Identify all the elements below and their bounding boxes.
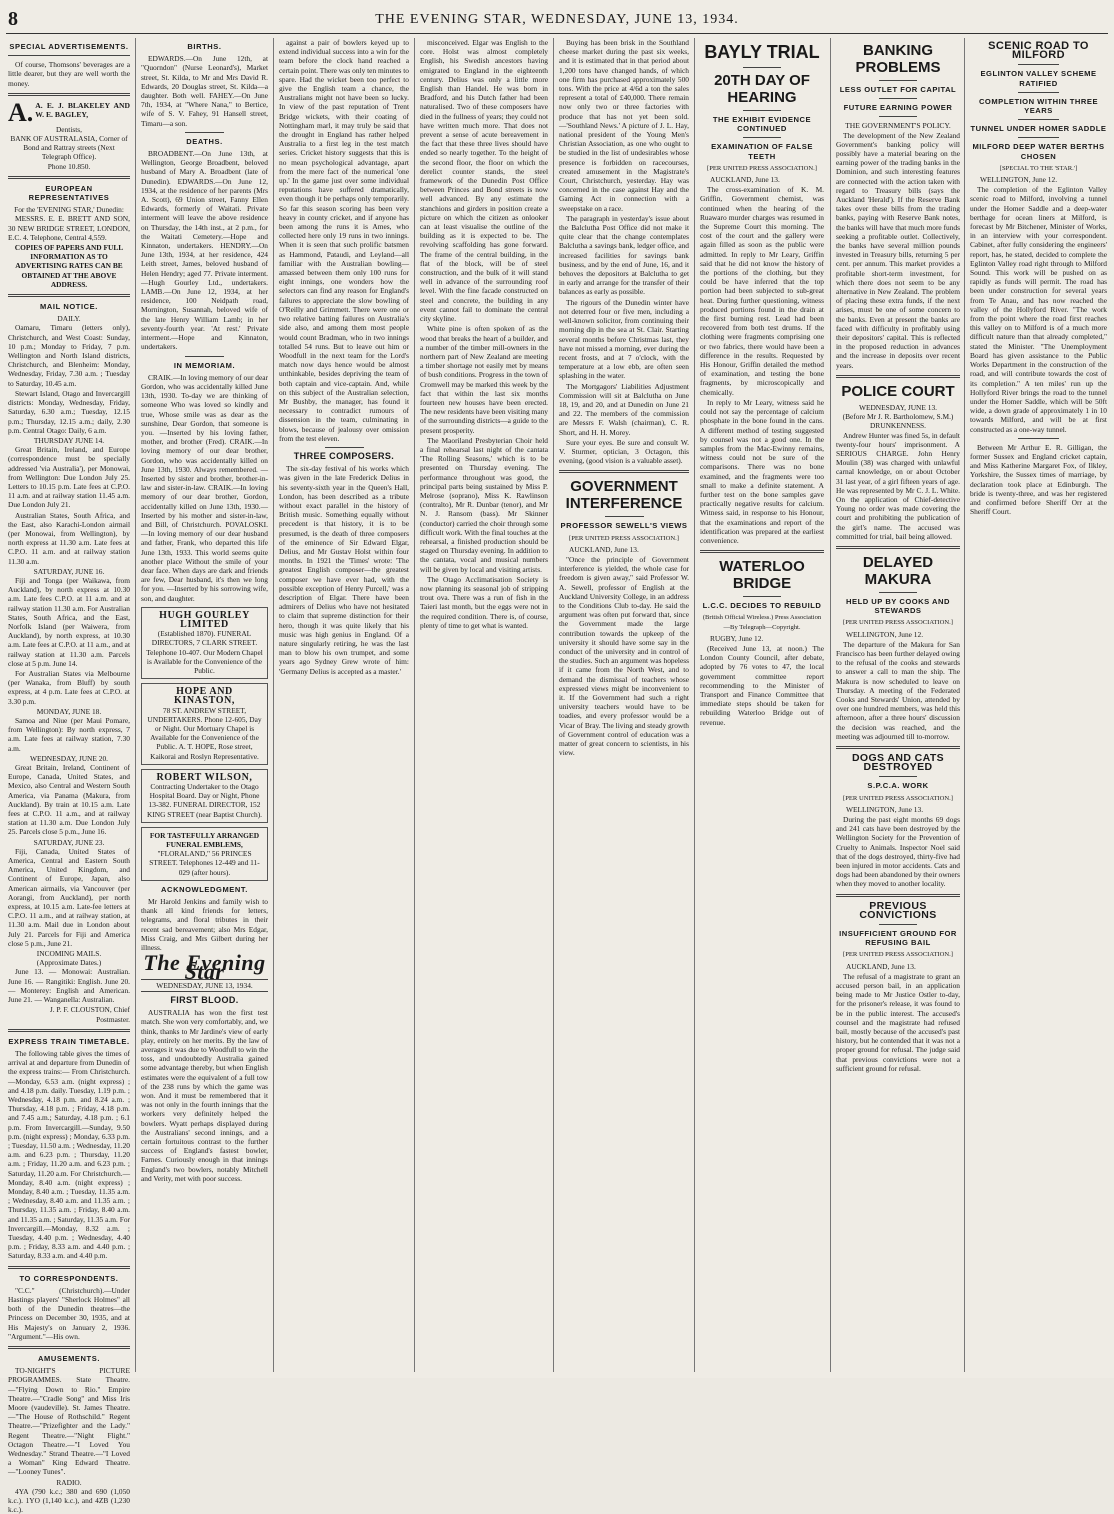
divider	[1018, 137, 1059, 138]
divider	[8, 176, 130, 179]
mail-heading: MAIL NOTICE.	[40, 302, 98, 312]
divider	[879, 98, 916, 99]
thursday-heading: THURSDAY JUNE 14.	[33, 435, 105, 445]
wilson-ad	[141, 769, 268, 823]
column-6	[700, 38, 824, 1374]
col5-body-5: Sure your eyes. Be sure and consult W. V. Sturmer, optician, 3 Octagon, this evening, (good vision is a valuable asset).	[559, 437, 689, 466]
scenic-heading: SCENIC ROAD TO MILFORD	[988, 40, 1089, 62]
gourley-name: HUGH GOURLEY LIMITED	[159, 609, 250, 630]
divider	[605, 516, 644, 517]
divider	[8, 1029, 130, 1032]
convictions-heading: PREVIOUS CONVICTIONS	[859, 899, 937, 921]
convictions-credit: [PER UNITED PRESS ASSOCIATION.]	[843, 951, 953, 959]
column-rule	[273, 38, 274, 1372]
divider	[836, 546, 960, 549]
wednesday-text: Great Britain, Ireland, Continent of Europe, Canada, United States, and Mexico, also Central and Western South America, via Panama (Makura, from Auckland). By train at 10.15 a.m. Late fees at C.P.O. 11 a.m., and at railway station at 11.30 a.m. Due London July 25. Parcels close 5 p.m., June 16.	[8, 763, 130, 837]
gourley-sub: (Established 1870). FUNERAL DIRECTORS, 7 CLARK STREET. Telephone 10-407. Our Modern Chapel is Available for the Convenience of the Public.	[146, 629, 263, 675]
dogs-text: During the past eight months 69 dogs and 241 cats have been destroyed by the Wellington Society for the Prevention of Cruelty to Animals. Inspector Noel said that of the dogs destroyed, thirty-five had been injured in motor accidents. Cats and dogs had been abandoned by their owners when they moved to another locality.	[836, 815, 960, 889]
divider	[879, 80, 916, 81]
wilson-name: ROBERT WILSON,	[156, 771, 253, 783]
firstblood-heading: FIRST BLOOD.	[170, 994, 239, 1005]
divider	[879, 116, 916, 117]
divider	[836, 375, 960, 378]
column-rule	[694, 38, 695, 1372]
column-8	[970, 38, 1107, 1374]
bayly-text: The cross-examination of K. M. Griffin, Government chemist, was continued when the hearing of the Ruawaro murder charges was resumed in the Supreme Court this morning. The cost of the court and the gallery were again filled as soon as the public were admitted. In reply to Mr Leary, Griffin said that he did not know the history of the portions of the clothing, but they could be have inferred that the top portion had been subjected to sub-great heat. During further questioning, witness produced portions found in the drain at the first burning rest. Lead had been recovered from both test drums. If the clothing were fragments comprising one or two fabrics, there would have been a difference in the results. Requested by His Honour, Griffin detailed the method of examination, and testing the bone fragments, by microscopically and chemically.	[700, 185, 824, 397]
dropcap: A.	[8, 97, 34, 127]
makura-heading: DELAYED MAKURA	[862, 553, 934, 588]
column-rule	[964, 38, 965, 1372]
dogs-credit: [PER UNITED PRESS ASSOCIATION.]	[843, 794, 953, 802]
column-7	[836, 38, 960, 1374]
waterloo-text: (Received June 13, at noon.) The London County Council, after debate, adopted by 76 votes to 47, the local government committee report recommending to the Minister of Transport and Finance Committee that immediate steps should be taken for rebuilding Waterloo Bridge out of revenue.	[700, 643, 824, 727]
logo-date: WEDNESDAY, JUNE 13, 1934.	[141, 979, 268, 992]
waterloo-heading: WATERLOO BRIDGE	[719, 558, 805, 593]
saturday23-heading: SATURDAY, JUNE 23.	[33, 837, 105, 847]
masthead	[6, 8, 1108, 34]
column-rule	[414, 38, 415, 1372]
memoriam-heading: IN MEMORIAM.	[173, 360, 236, 370]
divider	[743, 110, 780, 111]
col4-body-2: White pine is often spoken of as the wood that breaks the heart of a builder, and a number of the timber mill-owners in the northern part of New Zealand are meeting a timber shortage not easily met by means of bush conditions. Progress in the town of Cromwell may be marked this week by the fact that within the last six months fourteen new houses have been erected. The new residents have been visiting many of the surrounding districts—a guide to the present prosperity.	[420, 324, 548, 435]
hope-name: HOPE AND KINASTON,	[173, 686, 236, 707]
express-heading: EXPRESS TRAIN TIMETABLE.	[8, 1036, 130, 1046]
gourley-ad	[141, 607, 268, 679]
express-text: The following table gives the times of arrival at and departure from Dunedin of the express trains:— From Christchurch.—Monday, 6.53 a.m. (night express) ; and 4.18 p.m. daily. Tuesday, 1.19 p.m. ; Wednesday, 4.18 p.m. and 8.24 a.m. ; Thursday, 4.18 p.m. ; Friday, 4.18 p.m. and 7.45 a.m.; Saturday, 4.18 p.m. ; 6.1 p.m. From Invercargill.—Sunday, 9.50 p.m. (night express) ; Monday, 6.33 p.m. ; Tuesday, 11.50 a.m. ; Wednesday, 11.20 a.m. and 6.23 p.m. ; Thursday, 11.20 a.m. ; Friday, 11.20 a.m. and 6.23 p.m. ; Saturday, 11.20 a.m. For Christchurch.—Monday, 8.40 a.m. (night express) ; Monday, 8.40 a.m. ; Tuesday, 11.35 a.m. ; Wednesday, 8.40 a.m. and 11.35 a.m. ; Thursday, 11.35 a.m. ; Friday, 8.40 a.m. and 11.35 a.m. ; Saturday, 11.35 a.m. For Invercargill.—Monday, 8.32 a.m. ; Tuesday, 4.40 p.m. ; Wednesday, 4.40 p.m. ; Friday, 8.33 a.m. and 4.40 p.m. ; Saturday, 8.33 a.m. and 4.40 p.m.	[8, 1048, 130, 1261]
incoming-heading: INCOMING MAILS.	[36, 949, 102, 959]
convictions-text: The refusal of a magistrate to grant an accused person bail, in an application being made to Mr Justice Ostler to-day, for the prisoner's release, it was found to be in the public interest. The accused's counsel and the magistrate had refused bail, mostly because of the accused's past history, but he contended that it was not a proper ground for refusal. The judge said that previous convictions were not a sufficient ground for refusal.	[836, 971, 960, 1073]
divider	[836, 894, 960, 897]
divider	[1018, 64, 1059, 65]
divider	[185, 356, 223, 357]
saturday-text: Fiji and Tonga (per Waikawa, from Auckland), by north express at 10.30 a.m. Late fees C.P.O. at 11 a.m. and at railway station 11.30 a.m. For Australian States, South Africa, and the East, Norfolk Island (per Waiwera, from Auckland), by north express, at 10.30 a.m. Late fees at C.P.O. at 11 a.m., and at railway station at 11.30 a.m. Parcels close at 5 p.m. June 14.	[8, 575, 130, 668]
dentists-ad	[8, 97, 130, 171]
bayly-dateline: AUCKLAND, June 13.	[710, 175, 780, 185]
banking-text: The development of the New Zealand Government's banking policy will possibly have a material bearing on the earning power of the trading banks in the Dominion, and such interesting features are connected with the action taken with regard to Treasury bills (says the Auckland 'Herald'). If the Reserve Bank takes over these bills from the trading banks, paying with Reserve Bank notes, the banks will have that much more funds seeking a profitable outlet. Collectively, the banks have several million pounds invested in Treasury bills, returning 5 per cent. per annum. This market provides a profitable short-term investment, for which there does not seem to be any alternative in New Zealand. The problem of placing these extra funds, if the next arises, must be one of some concern to the banks. Even at present the banks are faced with difficulty in profitably using their depositors' capital. This is reflected in the proposed reduction in advances and the increase in deposits over recent years.	[836, 130, 960, 370]
column-4	[420, 38, 548, 1374]
col5-body-2: The paragraph in yesterday's issue about the Balclutha Post Office did not make it quite clear that the change contemplates Balclutha a savings bank, ledger office, and increased facilities for savings bank business, and by the end of June, 16, and it behoves the depositors at Balclutha to get in early and arrange for the transfer of their balances as early as possible.	[559, 213, 689, 297]
masthead-title: THE EVENING STAR, WEDNESDAY, JUNE 13, 1934.	[375, 12, 739, 27]
convictions-sub: INSUFFICIENT GROUND FOR REFUSING BAIL	[839, 929, 957, 948]
col4-body-3: The Maoriland Presbyterian Choir held a final rehearsal last night of the cantata 'The Rolling Seasons,' which is to be presented on Thursday evening. The performance throughout was good, the principal parts being sustained by Miss P. Melrose (soprano), Miss K. Rawlinson (contralto), Mr R. Dunbar (tenor), and Mr N. J. Ransom (bass). Mr Skinner (conductor) carried the choir through some difficult work. With the final touches at the rehearsal, a finished production should be staged on Thursday evening. In addition to the cantata, vocal and musical numbers will be given by local and visiting artists.	[420, 435, 548, 574]
divider	[836, 746, 960, 749]
usa-text: For Australian States via Melbourne (per Wanaka, from Bluff) by south express, at 4 p.m. Late fees at C.P.O. at 3.30 p.m.	[8, 668, 130, 706]
amusements-heading: AMUSEMENTS.	[37, 1354, 101, 1363]
deaths-text: BROADBENT.—On June 13th, at Wellington, George Broadbent, beloved husband of Mary A. Broadbent (late of Dunedin). EDWARDS.—On June 12, 1934, at the residence of her parents (Mrs A. Scott), 69 Union street, Fanny Ellen Edwards, formerly of Waitati. Private interment will leave the above residence on Thursday, the 14th inst., at 2 p.m., for the Waitati Cemetery.—Hope and Kinnaton, undertakers. HENDRY.—On June 13th, 1934, at her residence, 424 Leith street, James, beloved husband of Helen Hendry; aged 77. Private interment.—Hugh Gourley Ltd., undertakers. LAMB.—On June 12, 1934, at her residence, 100 Neidpath road, Mornington, Susannah, beloved wife of the late Henry William Lamb; in her seventy-fourth year. 'At rest.' Private interment.—Hope and Kinnaton, undertakers.	[141, 149, 268, 352]
divider	[1018, 119, 1059, 120]
page-number: 8	[8, 8, 18, 30]
convictions-dateline: AUCKLAND, June 13.	[846, 961, 916, 971]
police-magistrate: (Before Mr J. R. Bartholomew, S.M.)	[842, 412, 954, 422]
floral-ad	[141, 827, 268, 881]
wilson-sub: Contracting Undertaker to the Otago Hospital Board. Day or Night, Phone 13-382. FUNERAL DIRECTOR, 152 KING STREET (near Baptist Church).	[146, 782, 262, 819]
dentists-role: Dentists,	[55, 124, 83, 134]
gilligan-text: Between Mr Arthur E. R. Gilligan, the former Sussex and England cricket captain, and Miss Katherine Margaret Fox, of Ilkley, Yorkshire, the Sussex times of marriage, by declaration took place at Edinburgh. The bride is twenty-three, and was her registered and confirmed before Sheriff Orr at the Sheriff Court.	[970, 442, 1107, 517]
waterloo-sub: L.C.C. DECIDES TO REBUILD	[702, 601, 822, 611]
divider	[879, 924, 916, 925]
scenic-dateline: WELLINGTON, June 12.	[980, 175, 1058, 185]
police-date: WEDNESDAY, JUNE 13.	[858, 402, 937, 412]
floral-name: FOR TASTEFULLY ARRANGED FUNERAL EMBLEMS,	[149, 830, 260, 850]
col4-body: misconceived. Elgar was English to the core. Holst was almost completely English, his Swedish ancestors having emigrated to England in the eighteenth century. Delius was only a little more English than Handel. He was born in Bradford, and his Dutch father had been naturalised. Two of these composers have died in the fullness of years; they could not have written much more. That does not prevent a sense of acute bereavement in the fact that these three lives should have ended so nearly together. To the height of the second floor, the floor on which the derelict counter stands, the steel framework of the Dunedin Post Office between Princes and Bond streets is now well advanced. By any estimate the stanchions and girders in position create a picture on which the citizen as onlooker can at least visualise the outline of the building as it is expected to be. The revolving scaffolding has gone forward. The frame of the central building, in the flat of the block, will be of steel construction, and the bulk of it will stand well in advance of the surrounding roof level. With the fine facade constructed on steel and concrete, the building in any event cannot fail to dominate the central city skyline.	[420, 38, 548, 324]
saturday23-text: Fiji, Canada, United States of America, Central and Eastern South America, United Kingdom, and Continent of Europe, Japan, also American airmails, via Vancouver (per Aorangi, from Auckland), per north express, at 10.15 a.m. Late-fee letters at C.P.O. 11 a.m., and at railway station, at 11.30 a.m. Mail due in London about July 21. Parcels for Fiji and America close 5 p.m., June 21.	[8, 846, 130, 948]
bayly-sub-3: EXAMINATION OF FALSE TEETH	[711, 142, 813, 161]
divider	[559, 470, 689, 473]
composers-heading: THREE COMPOSERS.	[293, 450, 395, 461]
scenic-text: The completion of the Eglinton Valley scenic road to Milford, involving a tunnel under the Homer Saddle and a deep-water berthage for ocean liners at Milford, is forecast by Mr Bitchener, Minister of Works, in an interview with your correspondent. Cabinet, after fully considering the engineers' report, has, he stated, decided to complete the Eglinton Valley road right through to Milford Sound. This work will be pushed on as rapidly as funds will permit. The road has been under construction for several years from Te Anau, and has now reached the valley of the Hollyford River. "The work from the point where the road first reaches this valley on to Milford is of a much more difficult nature than that already completed," stated the Minister. "The Unemployment Board has given assistance to the Public Works Department in the construction of the road, and will contribute towards the cost of its completion." A ten miles' run up the Hollyford River brings the road to the tunnel under the Homer Saddle, which will be 50ft wide, a down grade of approximately 1 in 10 towards Milford, and will be at first constructed as a one-way tunnel.	[970, 185, 1107, 434]
euro-for: For the 'EVENING STAR,' Dunedin:	[14, 205, 124, 215]
waterloo-credit: (British Official Wireless.) Press Association—By Telegraph—Copyright.	[702, 614, 822, 631]
births-text: EDWARDS.—On June 12th, at "Quorndon" (Nurse Leonard's), Market street, St. Kilda, to Mr and Mrs David R. Edwards, 20 Douglas street, St. Kilda—a daughter. Both well. FAHEY.—On June 7th, 1934, at "Where Nana," to Bertice, wife of S. V. Fahey, 91 Hansell street, Timaru—a son.	[141, 54, 268, 128]
composers-text: The six-day festival of his works which was given in the late Frederick Delius in his seventy-sixth year in the Queen's Hall, London, has been described as a tribute without exact parallel in the history of British music. Something equally without precedent is that history, it is to be presumed, is the death of three composers of the eminence of Sir Edward Elgar, Delius, and Mr Gustav Holst within four months. In 1921 the 'Times' wrote: 'The greatest English composer—the greatest composer we have ever had, with the possible exception of Henry Purcell,' was a description of Elgar. There have been admirers of Delius who have not hesitated to claim that supreme distinction for their hero, though it was quite likely that his music was high genius in England. Of a nature singularly retiring, he was the last man to blow his own trumpet, and some years ago Sydney Grew wrote of him: 'Germany Delius is accepted as a master.'	[279, 464, 409, 676]
police-drunk-heading: DRUNKENNESS.	[869, 421, 927, 431]
amusements-text: TO-NIGHT'S PICTURE PROGRAMMES. State Theatre.—"Flying Down to Rio." Empire Theatre.—"Cradle Song" and Miss Iris Moore (vaudeville). St. James Theatre.—"The House of Rothschild." Regent Theatre.—"Prizefighter and the Lady." Regent Theatre.—"Night Flight." Octagon Theatre.—"I Loved You Wednesday." Strand Theatre.—"I Loved a Woman" King Edward Theatre.—"Looney Tunes".	[8, 1366, 130, 1477]
special-ads-text: Of course, Thomsons' beverages are a little dearer, but they are well worth the money.	[8, 60, 130, 88]
deaths-heading: DEATHS.	[186, 136, 223, 146]
banking-sub-3: THE GOVERNMENT'S POLICY.	[845, 121, 951, 131]
govt-credit: [PER UNITED PRESS ASSOCIATION.]	[569, 534, 679, 542]
col5-body-4: The Mortgagors' Liabilities Adjustment Commission will sit at Balclutha on June 18, 19, and 20, and at Dunedin on June 21 and 22. The members of the commission are Messrs F. Walsh (chairman), C. R. Short, and H. H. Morey.	[559, 381, 689, 437]
divider	[700, 550, 824, 553]
govt-text: "Once the principle of Government interference is yielded, the whole case for freedom is given away," said Professor W. A. Sewell, professor of English at the Auckland University College, in an address to the Conditions Club to-day. He said the argument was often put forward that, since the Government made the large contribution towards the upkeep of the university it should have some say in the conduct of the university and in control of the studies. Such an argument was hopeless if it came from the North West, and to demand the dismissal of teachers whose expressed views might be inconvenient to it. If the Government had such a right university teachers would have to be toadies, and every professor would be a Vicar of Bray. The living and steady growth of Government control of education was a matter of great concern to scientists, in his view.	[559, 554, 689, 758]
incoming-text: June 13. — Monowai: Australian. June 16. — Rangitiki: English. June 20. — Monterey: English and American. June 21. — Wanganella: Australian.	[8, 967, 130, 1005]
dentists-names: A. E. J. BLAKELEY AND W. E. BAGLEY,	[35, 100, 130, 120]
firstblood-text: AUSTRALIA has won the first test match. She won very comfortably, and, we think, thanks to Mr Jardine's view of early play, entirely on her merits. By the law of averages it was due to Woodfull to win the toss, and undoubtedly Australia gained some advantage thereby, but when English estimates were the equivalent of a full tow of the 238 runs by which the game was won. And it must be remembered that it was not only in the fourth innings that the workers very definitely helped the bowlers. Wyatt perhaps displayed during the Australians' second innings, and a certain fortuitous contrast to the further success of England's fastest bowler, Farnes. Curiously enough in that innings England's two bowlers, notably Mitchell and Verity, met with poor success.	[141, 1008, 268, 1183]
scenic-sub-1: EGLINTON VALLEY SCHEME RATIFIED	[980, 69, 1097, 88]
makura-sub: HELD UP BY COOKS AND STEWARDS	[846, 596, 950, 616]
dogs-dateline: WELLINGTON, June 13.	[846, 804, 924, 814]
mail-text-2: Stewart Island, Otago and Invercargill districts: Monday, Wednesday, Friday, Saturday, 6.30 a.m.; Tuesday, 12.15 p.m.; Thursday, 12.15 a.m.; daily, 2.30 p.m. Central Otago: Daily, 6 a.m.	[8, 388, 130, 435]
mail-daily: DAILY.	[57, 314, 81, 324]
divider	[8, 93, 130, 96]
column-5	[559, 38, 689, 1374]
divider	[8, 1346, 130, 1349]
waterloo-dateline: RUGBY, June 12.	[710, 633, 764, 643]
divider	[1018, 92, 1059, 93]
wednesday-heading: WEDNESDAY, JUNE 20.	[29, 753, 108, 763]
banking-heading: BANKING PROBLEMS	[855, 42, 941, 76]
radio-heading: RADIO.	[56, 1477, 82, 1487]
column-2	[141, 38, 268, 1374]
euro-heading: EUROPEAN REPRESENTATIVES	[28, 183, 110, 203]
makura-dateline: WELLINGTON, June 12.	[846, 629, 924, 639]
thursday-text: Great Britain, Ireland, and Europe (correspondence must be specially addressed 'via Australia'), per Monowai, from Wellington: Due London July 25. Letters to 10.15 p.m. Late fees at C.P.O. 11 a.m. and at railway station 11.45 a.m. Due London July 21.	[8, 445, 130, 510]
column-rule	[830, 38, 831, 1372]
makura-text: The departure of the Makura for San Francisco has been further delayed owing to the refusal of the cooks and stewards to answer a call to man the ship. The Makura is now scheduled to leave on Thursday. A meeting of the Federated Cooks and Stewards' Union, attended by over one hundred members, was held this afternoon, after a three hours' discussion the decision was reached, and the meeting was adjourned till to-morrow.	[836, 639, 960, 741]
govt-dateline: AUCKLAND, June 13.	[569, 544, 639, 554]
bayly-text-2: In reply to Mr Leary, witness said he could not say the percentage of calcium phosphate in the bone found in the cans. A different method of testing suggested by counsel was not a good one. In the samples from the Mac-Ewinny remains, witness could not be sure of the comparisons. There was no bone examined, and the fragments were too small to make a definite statement. A further test on the bone samples gave practically negative results for calcium. Witness said, in response to his Honour, that the examinations and report of the identification was prepared at the earliest convenience.	[700, 397, 824, 545]
dogs-heading: DOGS AND CATS DESTROYED	[851, 751, 945, 774]
divider	[8, 55, 130, 56]
floral-sub: "FLORALAND," 56 PRINCES STREET. Telephones 12-449 and 11-029 (after hours).	[149, 849, 260, 877]
bayly-sub-2: THE EXHIBIT EVIDENCE CONTINUED	[712, 115, 812, 134]
dogs-sub: S.P.C.A. WORK	[867, 781, 929, 791]
correspondents-heading: TO CORRESPONDENTS.	[19, 1273, 119, 1283]
ack-text: Mr Harold Jenkins and family wish to thank all kind friends for letters, telegrams, and floral tributes in their recent sad bereavement; also Mrs Edgar, Miss Craig, and Mrs Gilbert during her illness.	[141, 897, 268, 953]
divider	[8, 1266, 130, 1269]
incoming-sub: (Approximate Dates.)	[36, 958, 102, 968]
column-rule	[553, 38, 554, 1372]
divider	[8, 294, 130, 297]
dentists-phone: Phone 10.850.	[47, 161, 91, 171]
govt-sub: PROFESSOR SEWELL'S VIEWS	[560, 521, 688, 531]
aust-text: Australian States, South Africa, and the East, also Karachi-London airmail (per Monowai, from Wellington), by north express at 11.30 a.m. Late fees at C.P.O. 11 a.m. and at railway station 11.30 a.m.	[8, 510, 130, 566]
scenic-sub-4: MILFORD DEEP WATER BERTHS CHOSEN	[972, 142, 1105, 161]
makura-credit: [PER UNITED PRESS ASSOCIATION.]	[843, 619, 953, 627]
divider	[325, 447, 364, 448]
col5-body: Buying has been brisk in the Southland cheese market during the past six weeks, and it is estimated that in that period about 1,200 tons have changed hands, of which one firm has purchased approximately 500 tons. With the price at 4/6d a ton the sales represent a total of £40,000. There remain now only two or three factories with produce that has not yet been sold.—'Southland News.' A picture of J. L. Hay, national president of the Young Men's Christian Association, as one who ought to be studied in the list of undesirables whose presence is forbidden on racecourses, created amusement in the Magistrate's Court, Christchurch, yesterday. Hay was concerned in the case against Hay and the Gaming Act in connection with a sweepstake on a race.	[559, 38, 689, 213]
divider	[185, 132, 223, 133]
bayly-credit: [PER UNITED PRESS ASSOCIATION.]	[707, 164, 817, 172]
bayly-sub-1: 20TH DAY OF HEARING	[714, 72, 810, 106]
police-text: Andrew Hunter was fined 5s, in default twenty-four hours' imprisonment. A SERIOUS CHARGE. John Henry Moulin (38) was charged with unlawful carnal knowledge, on or about October 31 last year, of a girl fifteen years of age. He was represented by Mr C. J. L. White. On the application of Chief-detective Young no order was made covering the court and prohibiting the publication of the girl's name. The accused was committed for trial, bail being allowed.	[836, 430, 960, 541]
euro-body: MESSRS. E. E. BRETT AND SON, 30 NEW BRIDGE STREET, LONDON, E.C. 4. Telephone, Central 4,559.	[8, 214, 130, 242]
divider	[743, 596, 780, 597]
banking-sub-2: FUTURE EARNING POWER	[843, 103, 953, 113]
correspondents-text: "C.C." (Christchurch).—Under Hastings players' "Sherlock Holmes" all both of the Dunedin theatres—the Princess on December 30, 1935, and at His Majesty's on January 2, 1936. "Argument."—His own.	[8, 1285, 130, 1341]
govt-heading: GOVERNMENT INTERFERENCE	[565, 478, 683, 513]
dentists-address: BANK OF AUSTRALASIA, Corner of Bond and Rattray streets (Next Telegraph Office).	[10, 134, 128, 162]
monday-text: Samoa and Niue (per Maui Pomare, from Wellington): By north express, 7 a.m. Late fees at railway station, 7.30 a.m.	[8, 716, 130, 753]
bayly-heading: BAYLY TRIAL	[704, 42, 820, 62]
divider	[879, 592, 916, 593]
col5-body-3: The rigours of the Dunedin winter have not deterred four or five men, including a well-known solicitor, from continuing their morning dip in the sea at St. Clair. Starting several months before Christmas last, they have not missed a morning, ever during the recent frosts, and at 7 o'clock, with the temperature at a low ebb, are often seen splashing in the water.	[559, 297, 689, 381]
scenic-sub-3: TUNNEL UNDER HOMER SADDLE	[970, 124, 1107, 134]
hope-ad	[141, 683, 268, 765]
col4-body-4: The Otago Acclimatisation Society is now planning its seasonal job of stripping trout ova. There was a run of fish in the Taieri last month, but the eggs were not in the required condition. There is, of course, plenty of time to get what is wanted.	[420, 574, 548, 630]
divider	[743, 67, 780, 68]
divider	[743, 137, 780, 138]
monday-heading: MONDAY, JUNE 18.	[36, 706, 102, 716]
births-heading: BIRTHS.	[187, 42, 222, 51]
radio-text: 4YA (790 k.c.; 380 and 690 (1,050 k.c.). 1YO (1,140 k.c.), and 4ZB (1,230 k.c.).	[8, 1486, 130, 1514]
saturday-heading: SATURDAY, JUNE 16.	[33, 566, 105, 576]
incoming-signature: J. P. F. CLOUSTON, Chief Postmaster.	[49, 1005, 130, 1024]
ack-heading: ACKNOWLEDGMENT.	[161, 884, 248, 894]
euro-copies: COPIES OF PAPERS AND FULL INFORMATION AS TO ADVERTISING RATES CAN BE OBTAINED AT THE ABOVE ADDRESS.	[14, 243, 124, 289]
divider	[879, 776, 916, 777]
police-heading: POLICE COURT	[841, 382, 955, 400]
column-rule	[135, 38, 136, 1372]
col3-body: against a pair of bowlers keyed up to extend individual success into a win for the team before the clock hand reached a certain point. There was only ten minutes to spare. Had the wicket been too perfect to give the English team a chance, the Australians might not have been so lucky. In view of the past reputation of Trent Bridge wickets, with their coating of Nottingham marl, it may truly be said that the drought in England has rather helped Australia to a first leg in the test match series. Cricket history suggests that this is no mean psychological advantage, apart from the mere fact of the numerical 'one up.' In the game just over some individual reputations have suffered dramatically, even though it be perhaps only temporarily. So far this season scoring has been very heavy in county cricket, and if anyone has been among the runs it is Ames, who collected here only 19 runs in two innings. When it is seen that such prolific batsmen as Hammond, Pataudi, and Leyland—all familiar with the Australian bowling—amassed between them only 100 runs for eight innings, one wonders how the selectors can find any reason for England's failures to appreciate the slow bowling of O'Reilly and Grimmett. There were one or two relative batting failures on Australia's side also, and among them most people would count Bradman, who in two innings totalled 54 runs. But to leave out him or Woodfull in the next team for the Lord's match now days hence would be almost unthinkable, besides depriving the team of both captain and vice-captain. And, while on this subject of the Australian selection, Mr Bushby, the manager, has found it necessary to contradict rumours of dissension in the team, culminating in blows, because of jealousy over omission from the test eleven.	[279, 38, 409, 443]
scenic-sub-2: COMPLETION WITHIN THREE YEARS	[978, 96, 1099, 116]
divider	[1018, 438, 1059, 439]
scenic-credit: [SPECIAL TO THE 'STAR.']	[999, 164, 1078, 172]
banking-sub-1: LESS OUTLET FOR CAPITAL	[839, 85, 957, 94]
memoriam-text: CRAIK.—In loving memory of our dear Gordon, who was accidentally killed June 13th, 1930. To-day we are thinking of someone Who was loved so kindly and true, Whose smile was as dear as the sunshine, Dear Gordon, that someone is you. —Inserted by his loving father, mother, and brother (Fred). CRAIK.—In loving memory of our dear brother, Gordon, who was accidentally killed on June 13th, 1930. Always remembered. —Inserted by sister and brother, brother-in-law and sister-in-law. CRAIK.—In loving memory of our dear brother, Gordon, accidentally killed on June 13th, 1930.—Inserted by his mother and sister-in-law, and Bill, of Christchurch. POVALOSKI.—In loving memory of our dear husband and father, Frank, who departed this life June 13th, 1933. This world seems quite another place Without the smile of your dear face. When days are dark and friends are few, Dear husband, it's then we long for you. —Inserted by his sorrowing wife, son, and daughter.	[141, 372, 268, 603]
special-ads-heading: SPECIAL ADVERTISEMENTS.	[9, 42, 129, 51]
mail-text-1: Oamaru, Timaru (letters only), Christchurch, and West Coast: Sunday, 10 p.m.; Monday to Friday, 7 p.m. Wellington and North Island districts, Christchurch, and Blenheim: Monday, Wednesday, Friday, 7.30 a.m. ; Tuesday to Saturday, 10.45 a.m.	[8, 323, 130, 388]
column-3	[279, 38, 409, 1374]
evening-star-logo: The Evening Star	[143, 950, 266, 985]
hope-sub: 78 ST. ANDREW STREET, UNDERTAKERS. Phone 12-605, Day or Night. Our Mortuary Chapel is Available for the Convenience of the Public. A. T. HOPE, Rose street, Kaikorai and Roslyn Representative.	[147, 705, 262, 761]
column-1	[8, 38, 130, 1514]
